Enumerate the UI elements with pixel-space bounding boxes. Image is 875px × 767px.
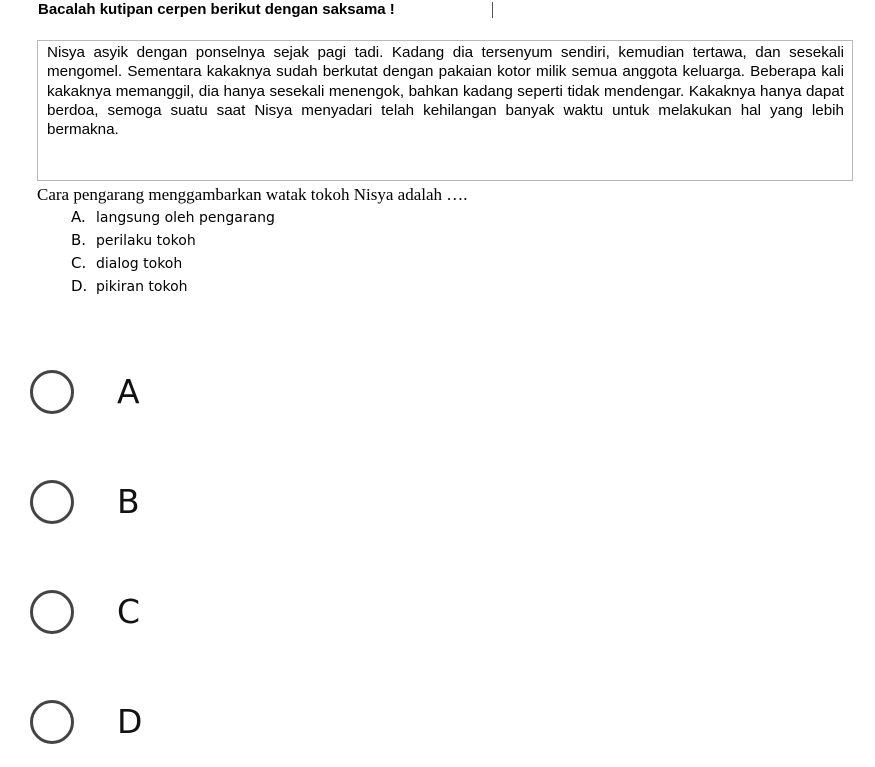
question-text: Cara pengarang menggambarkan watak tokoh Nisya adalah …. bbox=[37, 185, 468, 204]
question-option-d bbox=[71, 275, 275, 298]
answer-label-a: A bbox=[117, 372, 140, 411]
text-cursor-bar bbox=[492, 2, 493, 18]
option-letter: B. bbox=[71, 231, 87, 249]
radio-button-c[interactable] bbox=[30, 590, 74, 634]
answer-choice-a[interactable] bbox=[30, 362, 140, 422]
radio-button-d[interactable] bbox=[30, 700, 74, 744]
answer-label-d: D bbox=[117, 702, 143, 741]
radio-button-a[interactable] bbox=[30, 370, 74, 414]
passage-text: Nisya asyik dengan ponselnya sejak pagi tadi. Kadang dia tersenyum sendiri, kemudian tertawa, dan sesekali mengomel. Sementara kakaknya sudah berkutat dengan pakaian kotor milik semua anggota keluarga. Beberapa kali kakaknya memanggil, dia hanya sesekali menengok, bahkan kadang seperti tidak mendengar. Kakaknya hanya dapat berdoa, semoga suatu saat Nisya menyadari telah kehilangan banyak waktu untuk melakukan hal yang lebih bermakna. bbox=[47, 44, 844, 139]
passage-box bbox=[37, 40, 853, 181]
question-option-b bbox=[71, 229, 275, 252]
answer-choice-b[interactable] bbox=[30, 472, 140, 532]
answer-label-b: B bbox=[117, 482, 140, 521]
option-text: langsung oleh pengarang bbox=[96, 210, 275, 226]
option-letter: D. bbox=[71, 277, 88, 295]
question-option-c bbox=[71, 252, 275, 275]
option-text: dialog tokoh bbox=[96, 256, 183, 272]
instruction-title: Bacalah kutipan cerpen berikut dengan saksama ! bbox=[38, 1, 395, 18]
answer-choice-c[interactable] bbox=[30, 582, 140, 642]
question-image bbox=[0, 0, 875, 300]
option-text: perilaku tokoh bbox=[96, 233, 196, 249]
question-option-a bbox=[71, 206, 275, 229]
question-options-list bbox=[71, 206, 275, 298]
radio-button-b[interactable] bbox=[30, 480, 74, 524]
answer-label-c: C bbox=[117, 592, 141, 631]
option-text: pikiran tokoh bbox=[96, 279, 188, 295]
option-letter: C. bbox=[71, 254, 87, 272]
option-letter: A. bbox=[71, 208, 86, 226]
answer-choice-d[interactable] bbox=[30, 692, 142, 752]
